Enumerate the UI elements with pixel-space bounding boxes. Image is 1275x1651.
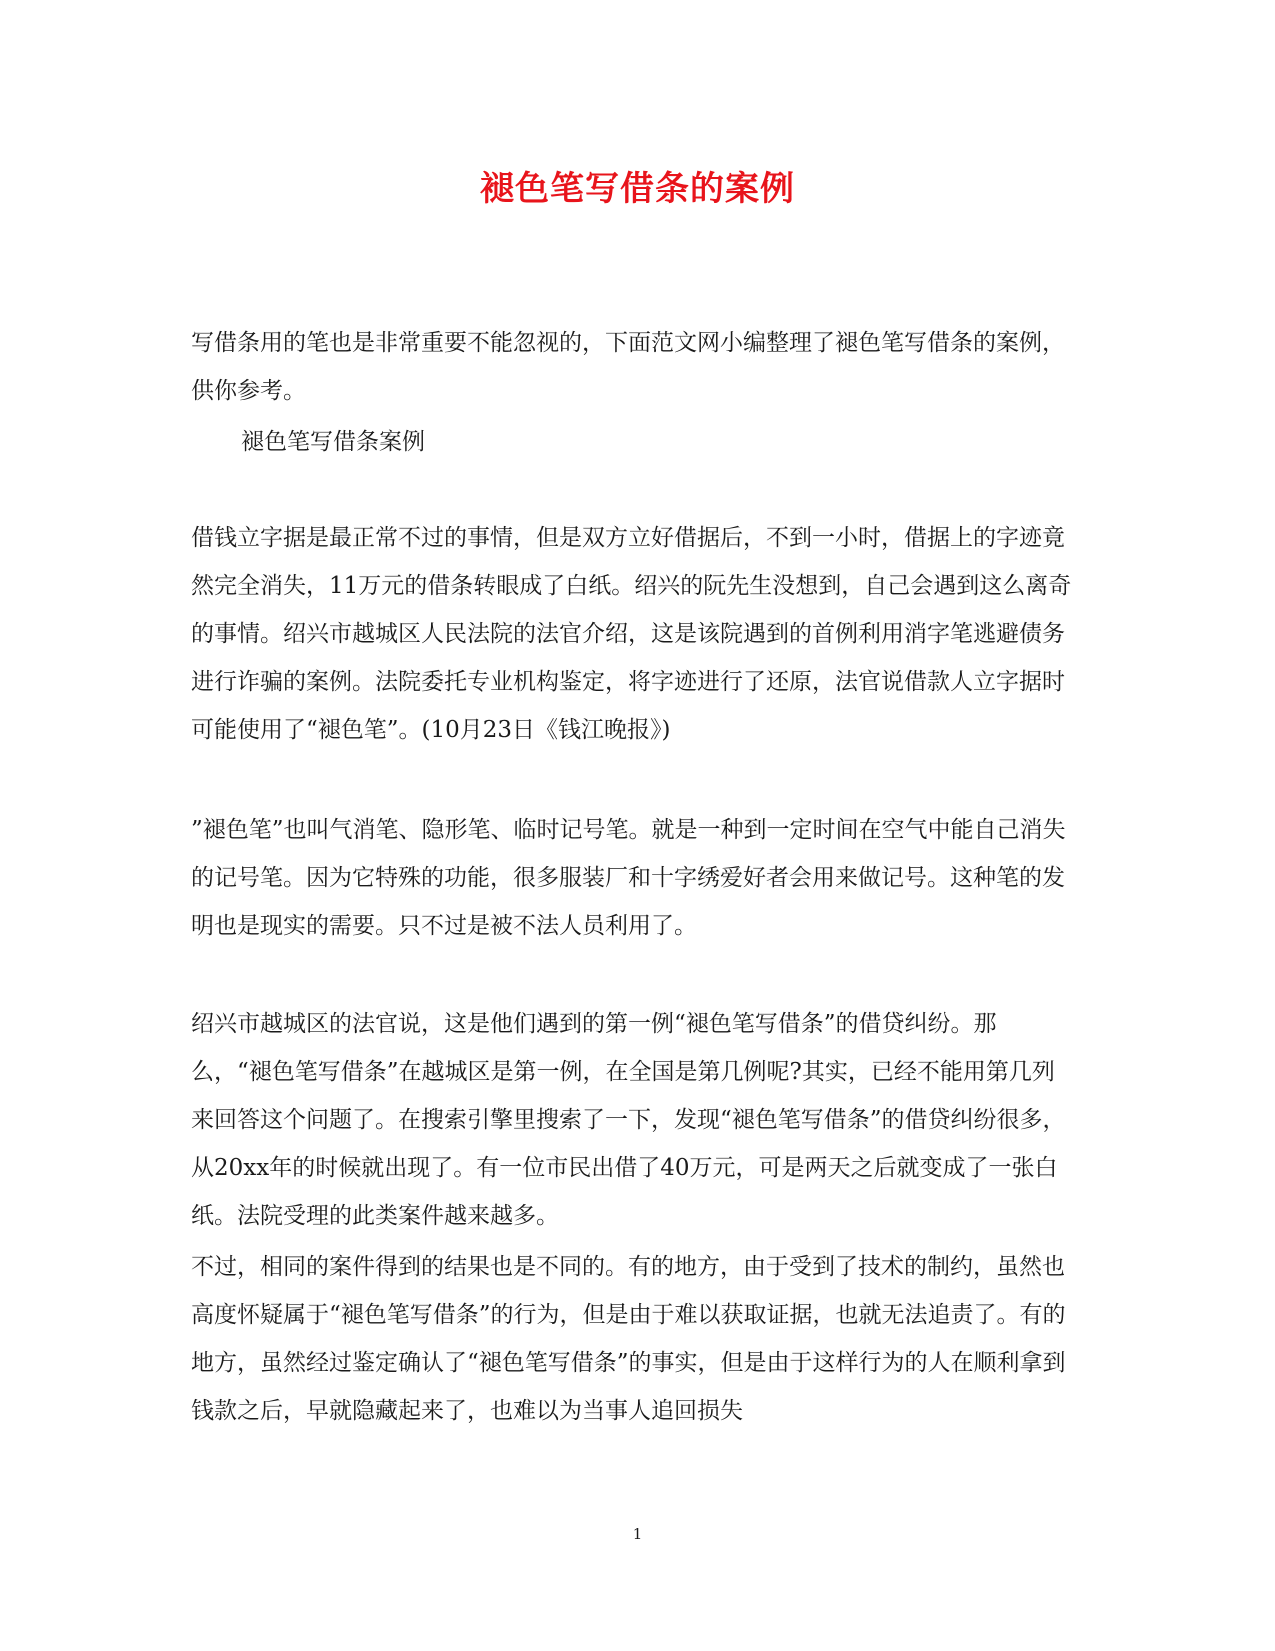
page-number: 1 — [632, 1525, 643, 1543]
body-paragraph-3: 绍兴市越城区的法官说，这是他们遇到的第一例“褪色笔写借条”的借贷纠纷。那么，“褪色笔写借条”在越城区是第一例，在全国是第几例呢?其实，已经不能用第几列来回答这个问题了。在搜索引擎里搜索了一下，发现“褪色笔写借条”的借贷纠纷很多，从20xx年的时候就出现了。有一位市民出借了40万元，可是两天之后就变成了一张白纸。法院受理的此类案件越来越多。 — [191, 1011, 1066, 1229]
document-title: 褪色笔写借条的案例 — [480, 169, 795, 209]
body-paragraph-1: 借钱立字据是最正常不过的事情，但是双方立好借据后，不到一小时，借据上的字迹竟然完全消失，11万元的借条转眼成了白纸。绍兴的阮先生没想到，自己会遇到这么离奇的事情。绍兴市越城区人民法院的法官介绍，这是该院遇到的首例利用消字笔逃避债务进行诈骗的案例。法院委托专业机构鉴定，将字迹进行了还原，法官说借款人立字据时可能使用了“褪色笔”。(10月23日《钱江晚报》) — [191, 525, 1072, 743]
section-heading: 褪色笔写借条案例 — [241, 429, 425, 455]
intro-paragraph: 写借条用的笔也是非常重要不能忽视的，下面范文网小编整理了褪色笔写借条的案例，供你参考。 — [191, 330, 1065, 404]
body-paragraph-2: ”褪色笔”也叫气消笔、隐形笔、临时记号笔。就是一种到一定时间在空气中能自己消失的记号笔。因为它特殊的功能，很多服装厂和十字绣爱好者会用来做记号。这种笔的发明也是现实的需要。只不过是被不法人员利用了。 — [191, 817, 1066, 939]
body-paragraph-4: 不过，相同的案件得到的结果也是不同的。有的地方，由于受到了技术的制约，虽然也高度怀疑属于“褪色笔写借条”的行为，但是由于难以获取证据，也就无法追责了。有的地方，虽然经过鉴定确认了“褪色笔写借条”的事实，但是由于这样行为的人在顺利拿到钱款之后，早就隐藏起来了，也难以为当事人追回损失 — [191, 1254, 1066, 1424]
